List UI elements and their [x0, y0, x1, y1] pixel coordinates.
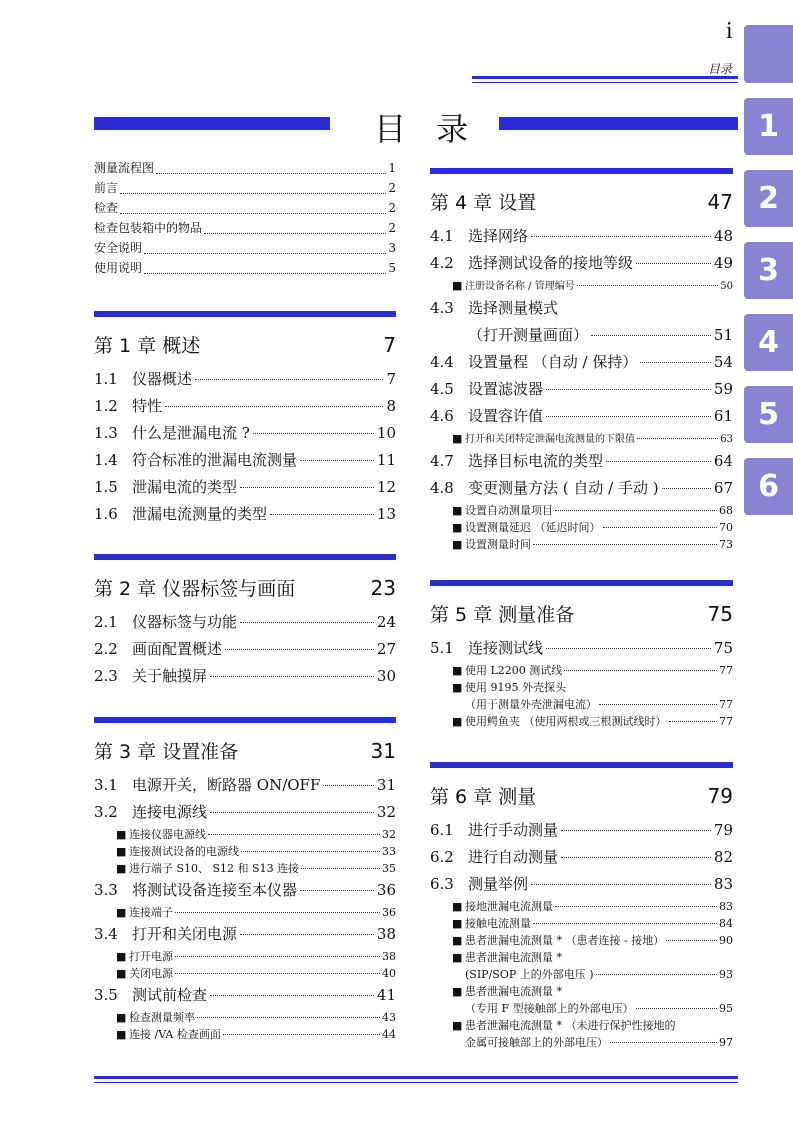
toc-entry[interactable]: 4.2 选择测试设备的接地等级 49 [430, 254, 733, 272]
toc-subentry[interactable]: ■ 打开电源 38 [116, 950, 396, 963]
tab-chapter-2[interactable]: 2 [744, 170, 793, 227]
toc-entry[interactable]: 4.3 选择测量模式 [430, 299, 559, 317]
toc-subentry-continued[interactable]: (SIP/SOP 上的外部电压 ) 93 [465, 968, 733, 981]
toc-subentry[interactable]: ■ 进行端子 S10、 S12 和 S13 连接 35 [116, 862, 396, 875]
chapter-heading[interactable]: 第 1 章 概述 7 [94, 333, 396, 357]
toc-entry[interactable]: 1.3 什么是泄漏电流 ? 10 [94, 424, 396, 442]
toc-entry[interactable]: 1.2 特性 8 [94, 397, 396, 415]
tab-chapter-6[interactable]: 6 [744, 458, 793, 515]
toc-entry[interactable]: 1.6 泄漏电流测量的类型 13 [94, 505, 396, 523]
toc-subentry-continued[interactable]: （专用 F 型接触部上的外部电压） 95 [465, 1002, 733, 1015]
chapter-rule [94, 554, 396, 560]
front-matter-list [94, 158, 396, 278]
bullet-square-icon: ■ [452, 985, 463, 998]
toc-subentry-continued[interactable]: （用于测量外壳泄漏电流） 77 [465, 698, 733, 711]
tab-blank[interactable] [744, 25, 793, 83]
tab-chapter-1[interactable]: 1 [744, 98, 793, 155]
chapter-rule [430, 168, 733, 174]
toc-entry[interactable]: 3.1 电源开关，断路器 ON/OFF 31 [94, 776, 396, 794]
chapter-heading[interactable]: 第 2 章 仪器标签与画面 23 [94, 576, 396, 600]
chapter-6-section [430, 762, 733, 1051]
bullet-square-icon: ■ [452, 664, 463, 677]
toc-entry[interactable]: 2.1 仪器标签与功能 24 [94, 613, 396, 631]
chapter-1-section [94, 311, 396, 528]
toc-entry[interactable]: 3.3 将测试设备连接至本仪器 36 [94, 881, 396, 899]
footer-rule [94, 1076, 738, 1083]
toc-subentry[interactable]: ■ 连接仪器电源线 32 [116, 828, 396, 841]
chapter-heading[interactable]: 第 4 章 设置 47 [430, 190, 733, 214]
toc-subentry[interactable]: ■ 连接测试设备的电源线 33 [116, 845, 396, 858]
bullet-square-icon: ■ [452, 900, 463, 913]
chapter-rule [94, 311, 396, 317]
header-rule [472, 76, 738, 83]
bullet-square-icon: ■ [116, 828, 127, 841]
toc-subentry[interactable]: ■ 连接端子 36 [116, 906, 396, 919]
toc-entry[interactable]: 4.1 选择网络 48 [430, 227, 733, 245]
chapter-heading[interactable]: 第 6 章 测量 79 [430, 784, 733, 808]
toc-row[interactable]: 测量流程图 1 [94, 158, 396, 178]
tab-chapter-5[interactable]: 5 [744, 386, 793, 443]
tab-chapter-4[interactable]: 4 [744, 314, 793, 371]
toc-row[interactable]: 检查包装箱中的物品 2 [94, 218, 396, 238]
toc-entry[interactable]: 3.2 连接电源线 32 [94, 803, 396, 821]
toc-row[interactable]: 前言 2 [94, 178, 396, 198]
title-bar-left [94, 117, 330, 130]
toc-subentry[interactable]: ■ 接触电流测量 84 [452, 917, 733, 930]
bullet-square-icon: ■ [452, 538, 463, 551]
toc-row[interactable]: 检查 2 [94, 198, 396, 218]
toc-subentry[interactable]: ■ 打开和关闭特定泄漏电流测量的下限值 63 [452, 432, 733, 445]
toc-entry[interactable]: 2.3 关于触摸屏 30 [94, 667, 396, 685]
toc-subentry[interactable]: ■ 检查测量频率 43 [116, 1011, 396, 1024]
page-title: 目 录 [374, 110, 479, 148]
chapter-heading[interactable]: 第 5 章 测量准备 75 [430, 602, 733, 626]
bullet-square-icon: ■ [452, 1019, 463, 1032]
chapter-2-section [94, 554, 396, 690]
bullet-square-icon: ■ [452, 521, 463, 534]
bullet-square-icon: ■ [452, 917, 463, 930]
toc-subentry[interactable]: ■ 使用鳄鱼夹 （使用两根或三根测试线时） 77 [452, 715, 733, 728]
bullet-square-icon: ■ [452, 279, 463, 292]
toc-subentry[interactable]: ■ 使用 9195 外壳探头 [452, 681, 566, 694]
toc-entry[interactable]: 1.5 泄漏电流的类型 12 [94, 478, 396, 496]
toc-subentry[interactable]: ■ 接地泄漏电流测量 83 [452, 900, 733, 913]
chapter-4-section [430, 168, 733, 553]
bullet-square-icon: ■ [452, 432, 463, 445]
toc-entry[interactable]: 6.1 进行手动测量 79 [430, 821, 733, 839]
bullet-square-icon: ■ [452, 934, 463, 947]
toc-entry[interactable]: 4.4 设置量程 （自动 / 保持） 54 [430, 353, 733, 371]
chapter-rule [430, 580, 733, 586]
toc-entry[interactable]: 1.1 仪器概述 7 [94, 370, 396, 388]
bullet-square-icon: ■ [452, 681, 463, 694]
toc-subentry[interactable]: ■ 患者泄漏电流测量 * [452, 985, 562, 998]
chapter-rule [430, 762, 733, 768]
toc-subentry[interactable]: ■ 关闭电源 40 [116, 967, 396, 980]
bullet-square-icon: ■ [452, 504, 463, 517]
toc-entry[interactable]: 3.4 打开和关闭电源 38 [94, 925, 396, 943]
toc-entry[interactable]: 6.2 进行自动测量 82 [430, 848, 733, 866]
toc-row[interactable]: 安全说明 3 [94, 238, 396, 258]
toc-subentry[interactable]: ■ 设置测量时间 73 [452, 538, 733, 551]
bullet-square-icon: ■ [116, 1011, 127, 1024]
toc-subentry[interactable]: ■ 设置测量延迟 （延迟时间） 70 [452, 521, 733, 534]
toc-subentry[interactable]: ■ 注册设备名称 / 管理编号 50 [452, 279, 733, 292]
chapter-3-section [94, 717, 396, 1043]
bullet-square-icon: ■ [116, 906, 127, 919]
toc-entry[interactable]: 4.7 选择目标电流的类型 64 [430, 452, 733, 470]
toc-subentry[interactable]: ■ 使用 L2200 测试线 77 [452, 664, 733, 677]
toc-entry[interactable]: 4.5 设置滤波器 59 [430, 380, 733, 398]
toc-subentry[interactable]: ■ 连接 /VA 检查画面 44 [116, 1028, 396, 1041]
toc-entry-continued[interactable]: （打开测量画面） 51 [468, 326, 733, 344]
toc-entry[interactable]: 3.5 测试前检查 41 [94, 986, 396, 1004]
toc-entry[interactable]: 1.4 符合标准的泄漏电流测量 11 [94, 451, 396, 469]
bullet-square-icon: ■ [116, 950, 127, 963]
chapter-5-section [430, 580, 733, 730]
toc-subentry[interactable]: ■ 患者泄漏电流测量 * （患者连接 - 接地） 90 [452, 934, 733, 947]
bullet-square-icon: ■ [116, 845, 127, 858]
toc-row[interactable]: 使用说明 5 [94, 258, 396, 278]
toc-entry[interactable]: 4.6 设置容许值 61 [430, 407, 733, 425]
chapter-heading[interactable]: 第 3 章 设置准备 31 [94, 739, 396, 763]
chapter-rule [94, 717, 396, 723]
toc-subentry[interactable]: ■ 设置自动测量项目 68 [452, 504, 733, 517]
bullet-square-icon: ■ [116, 1028, 127, 1041]
toc-entry[interactable]: 6.3 测量举例 83 [430, 875, 733, 893]
toc-entry[interactable]: 2.2 画面配置概述 27 [94, 640, 396, 658]
toc-subentry[interactable]: ■ 患者泄漏电流测量 * （未进行保护性接地的 [452, 1019, 676, 1032]
page-number: i [726, 18, 733, 44]
toc-subentry[interactable]: ■ 患者泄漏电流测量 * [452, 951, 562, 964]
bullet-square-icon: ■ [452, 951, 463, 964]
toc-subentry-continued[interactable]: 金属可接触部上的外部电压） 97 [465, 1036, 733, 1049]
toc-entry[interactable]: 5.1 连接测试线 75 [430, 639, 733, 657]
bullet-square-icon: ■ [452, 715, 463, 728]
toc-entry[interactable]: 4.8 变更测量方法 ( 自动 / 手动 ) 67 [430, 479, 733, 497]
tab-chapter-3[interactable]: 3 [744, 242, 793, 299]
title-bar-right [499, 117, 738, 130]
section-label: 目录 [708, 62, 733, 76]
bullet-square-icon: ■ [116, 862, 127, 875]
bullet-square-icon: ■ [116, 967, 127, 980]
